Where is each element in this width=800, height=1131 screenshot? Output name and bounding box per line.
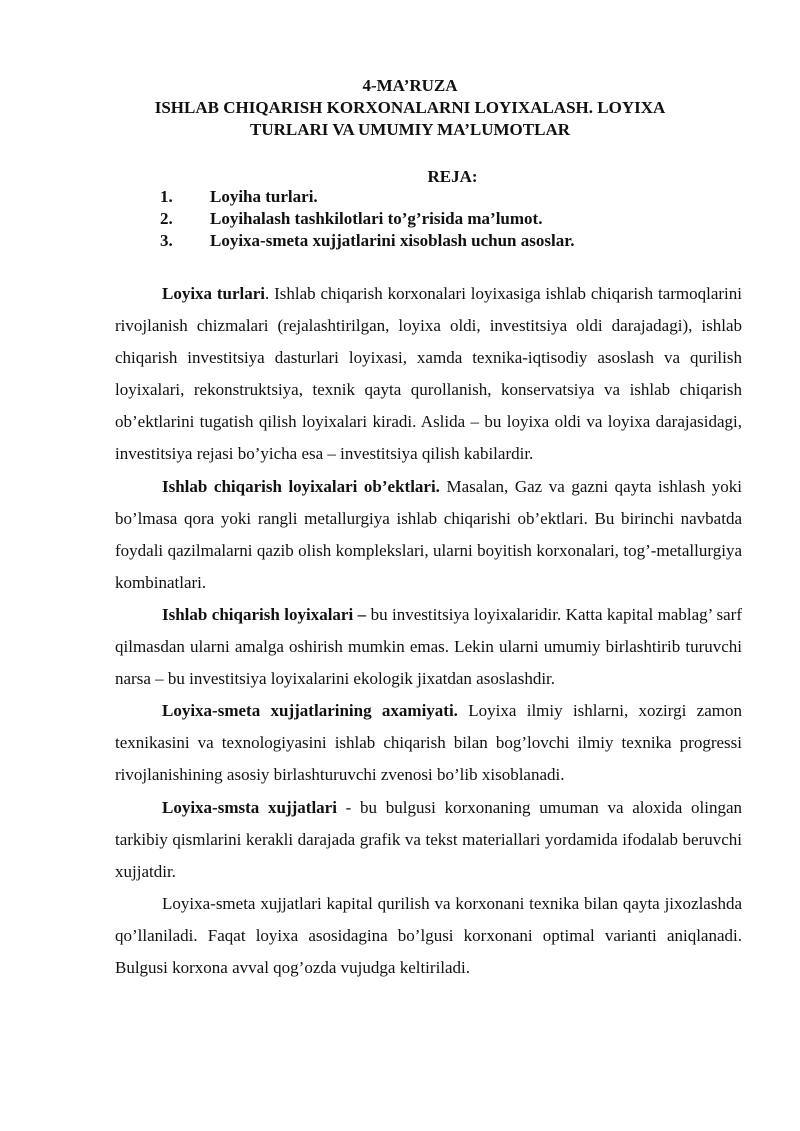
plan-item-number: 2.	[160, 209, 173, 228]
plan-item	[160, 208, 574, 230]
plan-list	[160, 186, 574, 252]
paragraph-text: - bu bulgusi korxonaning umuman va aloxida olingan tarkibiy qismlarini kerakli darajada grafik va tekst materiallari yordamida ifodalab beruvchi xujjatdir.	[115, 797, 742, 881]
lecture-number: 4-MA’RUZA	[362, 76, 458, 95]
lecture-title-line-1: ISHLAB CHIQARISH KORXONALARNI LOYIXALASH. LOYIXA	[154, 98, 666, 117]
plan-item-number: 1.	[160, 187, 173, 206]
paragraph-lead: Ishlab chiqarish loyixalari ob’ektlari.	[162, 476, 440, 496]
plan-item-text: Loyixa-smeta xujjatlarini xisoblash uchun asoslar.	[210, 231, 575, 250]
plan-item-text: Loyihalash tashkilotlari to’g’risida ma’lumot.	[210, 209, 543, 228]
paragraph-text: Loyixa ilmiy ishlarni, xozirgi zamon texnikasini va texnologiyasini ishlab chiqarish bilan bog’lovchi ilmiy texnika progressi rivojlanishining asosiy birlashturuvchi zvenosi bo’lib xisoblanadi.	[115, 701, 742, 785]
paragraph-loyixalar	[115, 599, 742, 695]
paragraph-text: bu investitsiya loyixalaridir. Katta kapital mablag’ sarf qilmasdan ularni amalga oshirish mumkin emas. Lekin ularni umumiy birlashtirib turuvchi narsa – bu investitsiya loyixalarini ekologik jixatdan asoslashdir.	[115, 604, 742, 689]
plan-item	[160, 230, 574, 252]
body-text	[115, 278, 742, 984]
plan-item-text: Loyiha turlari.	[210, 187, 318, 206]
paragraph-obektlar	[115, 471, 742, 599]
lecture-heading	[100, 75, 720, 141]
paragraph-loyixa-turlari	[115, 278, 742, 471]
plan-title: REJA:	[427, 167, 478, 186]
paragraph-xujjatlari	[115, 792, 742, 888]
paragraph-text: Masalan, Gaz va gazni qayta ishlash yoki bo’lmasa qora yoki rangli metallurgiya ishlab chiqarishi ob’ektlari. Bu birinchi navbatda foydali qazilmalarni qazib olish komplekslari, ularni boyitish korxonalari, tog’-metallurgiya kombinatlari.	[115, 476, 742, 592]
paragraph-text: . Ishlab chiqarish korxonalari loyixasiga ishlab chiqarish tarmoqlarini rivojlanish chizmalari (rejalashtirilgan, loyixa oldi, investitsiya oldi darajadagi), ishlab chiqarish investitsiya dasturlari loyixasi, xamda texnika-iqtisodiy asoslash va qurilish loyixalari, rekonstruktsiya, texnik qayta qurollanish, konservatsiya va ishlab chiqarish ob’ektlarini tugatish qilish loyixalari kiradi. Aslida – bu loyixa oldi va loyixa darajasidagi, investitsiya rejasi bo’yicha esa – investitsiya qilish kabilardir.	[115, 284, 742, 464]
plan-item-number: 3.	[160, 231, 173, 250]
paragraph-qollanilishi	[115, 888, 742, 984]
lecture-title-line-2: TURLARI VA UMUMIY MA’LUMOTLAR	[249, 120, 570, 139]
paragraph-lead: Loyixa turlari	[162, 284, 266, 303]
plan-item	[160, 186, 574, 208]
paragraph-lead: Loyixa-smeta xujjatlarining axamiyati.	[162, 701, 458, 721]
paragraph-text: Loyixa-smeta xujjatlari kapital qurilish va korxonani texnika bilan qayta jixozlashda qo’llaniladi. Faqat loyixa asosidagina bo’lgusi korxonani optimal varianti aniqlanadi. Bulgusi korxona avval qog’ozda vujudga keltiriladi.	[115, 893, 742, 977]
paragraph-lead: Loyixa-smsta xujjatlari	[162, 797, 337, 817]
paragraph-lead: Ishlab chiqarish loyixalari –	[162, 604, 367, 624]
paragraph-axamiyati	[115, 695, 742, 791]
